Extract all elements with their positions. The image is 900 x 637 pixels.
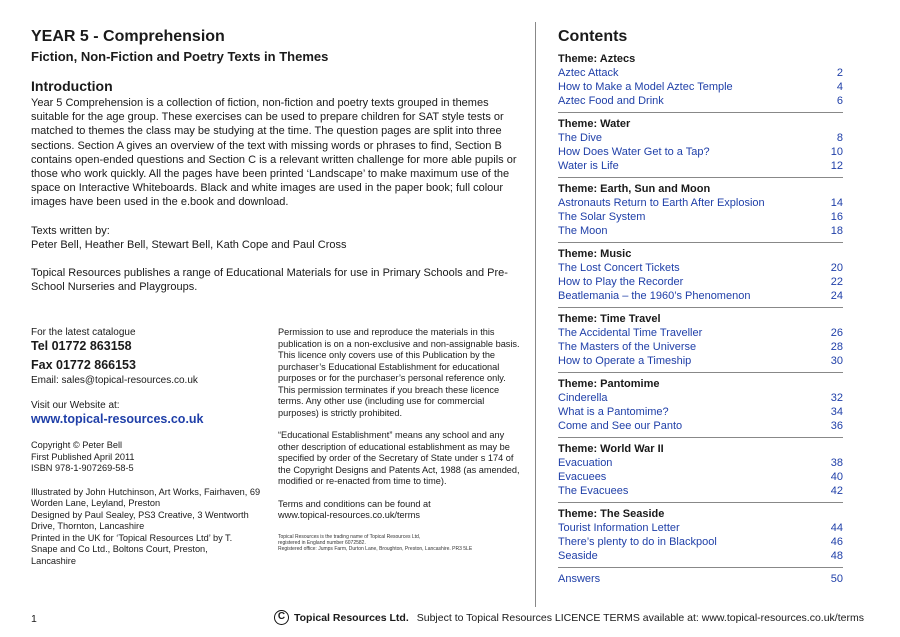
entry-title: Aztec Food and Drink — [558, 95, 664, 107]
theme-title: Theme: World War II — [558, 443, 664, 455]
entry-page: 6 — [836, 95, 843, 107]
contents-entry[interactable] — [558, 94, 843, 108]
contents-list — [558, 52, 843, 568]
entry-page: 30 — [830, 355, 843, 367]
entry-page: 22 — [830, 276, 843, 288]
entry-page: 32 — [830, 392, 843, 404]
theme-separator — [558, 567, 843, 568]
entry-title: Seaside — [558, 550, 598, 562]
entry-title: How to Make a Model Aztec Temple — [558, 81, 733, 93]
licence-column — [278, 327, 522, 552]
fax: Fax 01772 866153 — [31, 358, 136, 372]
contents-title: Contents — [558, 28, 628, 45]
entry-title: Beatlemania – the 1960’s Phenomenon — [558, 290, 751, 302]
theme-title: Theme: Time Travel — [558, 313, 661, 325]
entry-page: 8 — [836, 132, 843, 144]
footer-licence: Subject to Topical Resources LICENCE TERMS available at: www.topical-resources.co.uk/terms — [416, 611, 864, 624]
contents-entry[interactable] — [558, 289, 843, 303]
contents-entry[interactable] — [558, 224, 843, 238]
theme-title: Theme: Music — [558, 248, 632, 260]
entry-title: Evacuees — [558, 471, 607, 483]
contents-entry[interactable] — [558, 535, 843, 549]
registration-line: Topical Resources is the trading name of Topical Resources Ltd, — [278, 533, 421, 540]
entry-title: Evacuation — [558, 457, 613, 469]
entry-title: How Does Water Get to a Tap? — [558, 146, 710, 158]
entry-page: 24 — [830, 290, 843, 302]
contents-entry[interactable] — [558, 80, 843, 94]
theme-group — [558, 117, 843, 178]
theme-separator — [558, 242, 843, 243]
contents-entry[interactable] — [558, 405, 843, 419]
contents-section — [558, 28, 843, 586]
contents-entry[interactable] — [558, 196, 843, 210]
entry-page: 12 — [830, 160, 843, 172]
theme-title: Theme: Aztecs — [558, 53, 636, 65]
contents-entry[interactable] — [558, 131, 843, 145]
entry-page: 34 — [830, 406, 843, 418]
entry-title: How to Play the Recorder — [558, 276, 684, 288]
contents-entry[interactable] — [558, 456, 843, 470]
footer-brand: Topical Resources Ltd. — [294, 611, 409, 624]
contents-entry[interactable] — [558, 145, 843, 159]
contents-entry[interactable] — [558, 521, 843, 535]
entry-title: What is a Pantomime? — [558, 406, 669, 418]
answers-label: Answers — [558, 573, 601, 585]
designed-by: Designed by Paul Sealey, PS3 Creative, 3 Wentworth Drive, Thornton, Lancashire — [31, 509, 249, 531]
entry-page: 4 — [836, 81, 843, 93]
page-number: 1 — [31, 613, 37, 625]
theme-separator — [558, 177, 843, 178]
texts-by-label: Texts written by: — [31, 224, 110, 237]
theme-separator — [558, 372, 843, 373]
contents-entry[interactable] — [558, 354, 843, 368]
entry-page: 10 — [830, 146, 843, 158]
entry-page: 36 — [830, 420, 843, 432]
theme-group — [558, 182, 843, 243]
theme-separator — [558, 307, 843, 308]
copyright-icon: C — [274, 610, 289, 625]
contents-entry[interactable] — [558, 391, 843, 405]
entry-page: 42 — [830, 485, 843, 497]
illustrated-by: Illustrated by John Hutchinson, Art Works, Fairhaven, 69 Worden Lane, Leyland, Preston — [31, 486, 261, 508]
website-link[interactable]: www.topical-resources.co.uk — [31, 412, 204, 426]
registration-info — [278, 534, 522, 553]
entry-title: The Evacuees — [558, 485, 629, 497]
registration-line: registered in England number 6072582. — [278, 539, 366, 546]
contents-entry[interactable] — [558, 340, 843, 354]
theme-title: Theme: The Seaside — [558, 508, 665, 520]
telephone: Tel 01772 863158 — [31, 339, 132, 353]
first-published: First Published April 2011 — [31, 451, 135, 462]
entry-title: Astronauts Return to Earth After Explosion — [558, 197, 765, 209]
entry-title: Come and See our Panto — [558, 420, 683, 432]
entry-page: 2 — [836, 67, 843, 79]
page-title: YEAR 5 - Comprehension — [31, 28, 225, 45]
email[interactable]: Email: sales@topical-resources.co.uk — [31, 375, 198, 386]
entry-title: The Masters of the Universe — [558, 341, 697, 353]
theme-separator — [558, 112, 843, 113]
entry-page: 28 — [830, 341, 843, 353]
entry-title: Aztec Attack — [558, 67, 619, 79]
registration-line: Registered office: Jumps Farm, Durton Lane, Broughton, Preston, Lancashire. PR3 5LE — [278, 545, 473, 552]
page-subtitle: Fiction, Non-Fiction and Poetry Texts in Themes — [31, 49, 329, 64]
theme-title: Theme: Water — [558, 118, 631, 130]
copyright-line: Copyright © Peter Bell — [31, 440, 123, 450]
entry-title: The Dive — [558, 132, 603, 144]
contact-column — [31, 327, 271, 567]
permission-text: Permission to use and reproduce the materials in this publication is on a non-exclusive and non-assignable basis. This licence only covers use of this Publication by the purchaser’s Educational Establishment for educational purposes or for the purchaser’s personal reference only. This permission terminates if you breach these licence terms. Any other use (including use for commercial purposes) is strictly prohibited. — [278, 327, 520, 418]
entry-page: 38 — [830, 457, 843, 469]
footer-copyright — [274, 610, 864, 625]
entry-page: 26 — [830, 327, 843, 339]
contents-entry[interactable] — [558, 419, 843, 433]
entry-page: 46 — [830, 536, 843, 548]
terms-text: Terms and conditions can be found at www.topical-resources.co.uk/terms — [278, 498, 431, 520]
establishment-text: “Educational Establishment” means any school and any other description of educational establishment as may be specified by order of the Secretary of State under s 174 of the Copyright Designs and Patents Act, 1988 (as amended, modified or re-enacted from time to time). — [278, 430, 520, 486]
contents-entry[interactable] — [558, 275, 843, 289]
intro-heading: Introduction — [31, 78, 113, 94]
entry-title: There’s plenty to do in Blackpool — [558, 536, 717, 548]
column-divider — [535, 22, 536, 607]
entry-page: 20 — [830, 262, 843, 274]
contents-entry[interactable] — [558, 66, 843, 80]
entry-title: The Solar System — [558, 211, 646, 223]
theme-group — [558, 442, 843, 503]
catalogue-label: For the latest catalogue — [31, 327, 136, 338]
website-label: Visit our Website at: — [31, 400, 120, 411]
entry-page: 16 — [830, 211, 843, 223]
contents-entry[interactable] — [558, 484, 843, 498]
entry-title: Water is Life — [558, 160, 619, 172]
theme-title: Theme: Earth, Sun and Moon — [558, 183, 711, 195]
printed-by: Printed in the UK for ‘Topical Resources Ltd’ by T. Snape and Co Ltd., Boltons Court, Preston, Lancashire — [31, 532, 233, 566]
intro-section — [31, 28, 519, 294]
entry-title: The Accidental Time Traveller — [558, 327, 703, 339]
entry-title: How to Operate a Timeship — [558, 355, 692, 367]
isbn: ISBN 978-1-907269-58-5 — [31, 463, 134, 473]
entry-page: 14 — [830, 197, 843, 209]
entry-page: 40 — [830, 471, 843, 483]
entry-title: Cinderella — [558, 392, 608, 404]
contents-entry[interactable] — [558, 326, 843, 340]
contents-entry[interactable] — [558, 210, 843, 224]
publisher-paragraph: Topical Resources publishes a range of Educational Materials for use in Primary Schools and Pre-School Nurseries and Playgroups. — [31, 267, 508, 294]
contents-entry[interactable] — [558, 470, 843, 484]
entry-title: The Moon — [558, 225, 608, 237]
theme-group — [558, 507, 843, 568]
theme-group — [558, 247, 843, 308]
theme-title: Theme: Pantomime — [558, 378, 660, 390]
entry-page: 48 — [830, 550, 843, 562]
contents-entry[interactable] — [558, 549, 843, 563]
answers-page: 50 — [830, 573, 843, 585]
entry-page: 44 — [830, 522, 843, 534]
entry-page: 18 — [830, 225, 843, 237]
theme-group — [558, 312, 843, 373]
intro-paragraph: Year 5 Comprehension is a collection of fiction, non-fiction and poetry texts grouped in themes suitable for the age group. These exercises can be used to prepare children for SAT style tests or matched to themes the class may be studying at the time. The question pages are split into three sections. Section A gives an overview of the text with missing words or phrases to find, Section B contains open-ended questions and Section C is a relevant written challenge for more able pupils or those who work quickly. All the pages have been printed ‘Landscape’ to make maximum use of the space on Interactive Whiteboards. Black and white images are used in the paper book; full colour images have been used in the e.book and download. — [31, 97, 517, 209]
entry-title: Tourist Information Letter — [558, 522, 680, 534]
theme-group — [558, 52, 843, 113]
contents-entry[interactable] — [558, 159, 843, 173]
texts-by-names: Peter Bell, Heather Bell, Stewart Bell, Kath Cope and Paul Cross — [31, 238, 347, 251]
theme-group — [558, 377, 843, 438]
entry-title: The Lost Concert Tickets — [558, 262, 680, 274]
theme-separator — [558, 502, 843, 503]
contents-entry[interactable] — [558, 261, 843, 275]
answers-entry[interactable] — [558, 572, 843, 586]
theme-separator — [558, 437, 843, 438]
